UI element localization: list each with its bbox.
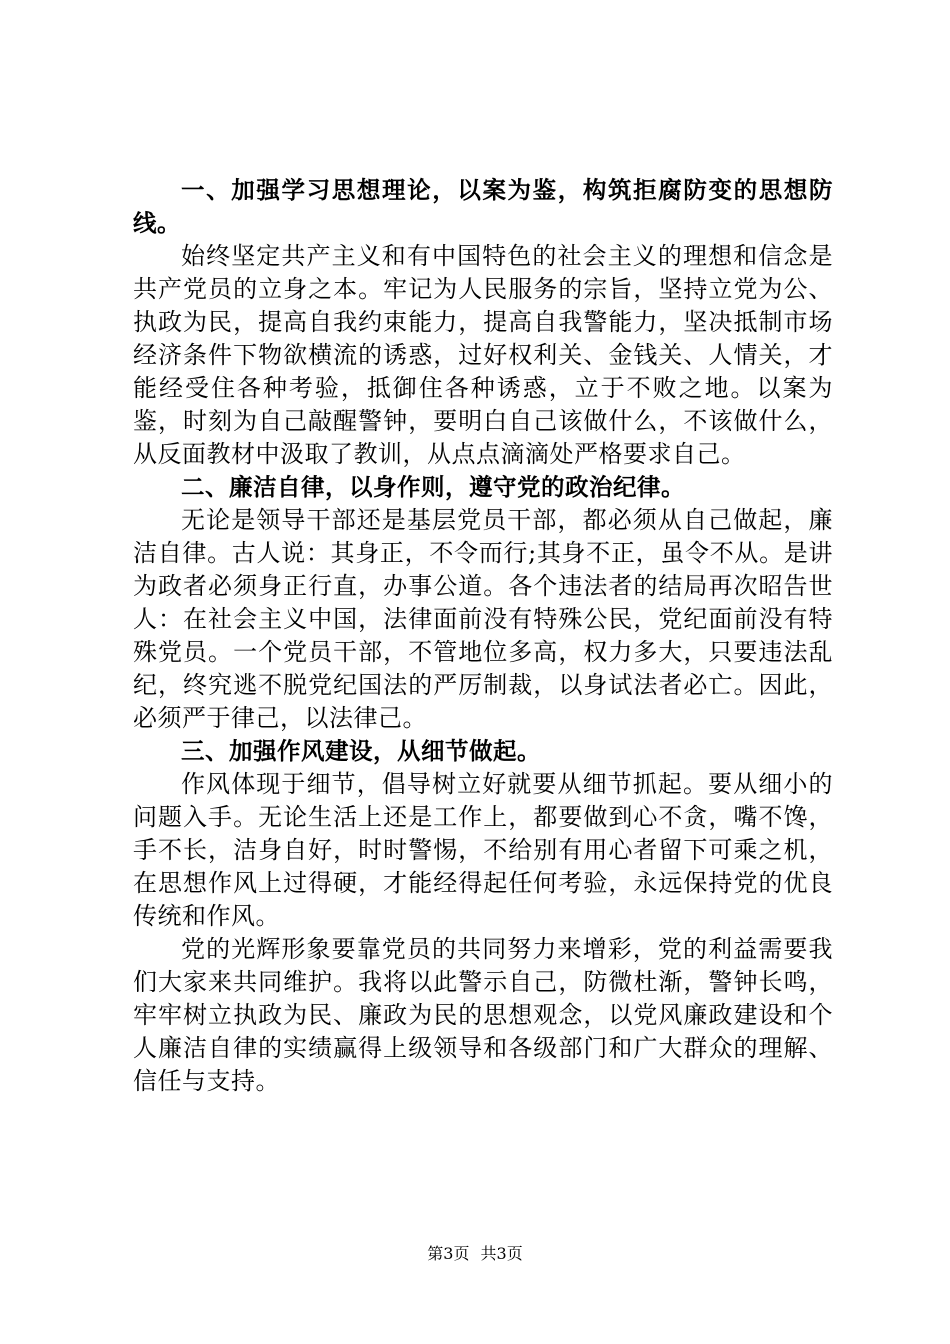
section-3-paragraph-2: 党的光辉形象要靠党员的共同努力来增彩，党的利益需要我们大家来共同维护。我将以此警示自己，防微杜渐，警钟长鸣，牢牢树立执政为民、廉政为民的思想观念，以党风廉政建设和个人廉洁自律的实绩赢得上级领导和各级部门和广大群众的理解、信任与支持。: [133, 935, 833, 1095]
section-3-paragraph-1: 作风体现于细节，倡导树立好就要从细节抓起。要从细小的问题入手。无论生活上还是工作上，都要做到心不贪，嘴不馋，手不长，洁身自好，时时警惕，不给别有用心者留下可乘之机，在思想作风上过得硬，才能经得起任何考验，永远保持党的优良传统和作风。: [133, 770, 833, 930]
page-total: 共3页: [480, 1244, 523, 1263]
section-1-heading: 一、加强学习思想理论，以案为鉴，构筑拒腐防变的思想防线。: [133, 176, 833, 237]
page-footer: [0, 1244, 950, 1264]
section-2-heading: 二、廉洁自律，以身作则，遵守党的政治纪律。: [181, 473, 685, 501]
section-2-paragraph-1: 无论是领导干部还是基层党员干部，都必须从自己做起，廉洁自律。古人说：其身正，不令而行;其身不正，虽令不从。是讲为政者必须身正行直，办事公道。各个违法者的结局再次昭告世人：在社会主义中国，法律面前没有特殊公民，党纪面前没有特殊党员。一个党员干部，不管地位多高，权力多大，只要违法乱纪，终究逃不脱党纪国法的严厉制裁，以身试法者必亡。因此，必须严于律己，以法律己。: [133, 506, 833, 732]
section-1-paragraph-1: 始终坚定共产主义和有中国特色的社会主义的理想和信念是共产党员的立身之本。牢记为人民服务的宗旨，坚持立党为公、执政为民，提高自我约束能力，提高自我警能力，坚决抵制市场经济条件下物欲横流的诱惑，过好权利关、金钱关、人情关，才能经受住各种考验，抵御住各种诱惑，立于不败之地。以案为鉴，时刻为自己敲醒警钟，要明白自己该做什么，不该做什么，从反面教材中汲取了教训，从点点滴滴处严格要求自己。: [133, 242, 833, 468]
section-3-heading: 三、加强作风建设，从细节做起。: [181, 737, 541, 765]
document-body: [133, 174, 833, 1098]
page-number: 第3页: [427, 1244, 470, 1263]
